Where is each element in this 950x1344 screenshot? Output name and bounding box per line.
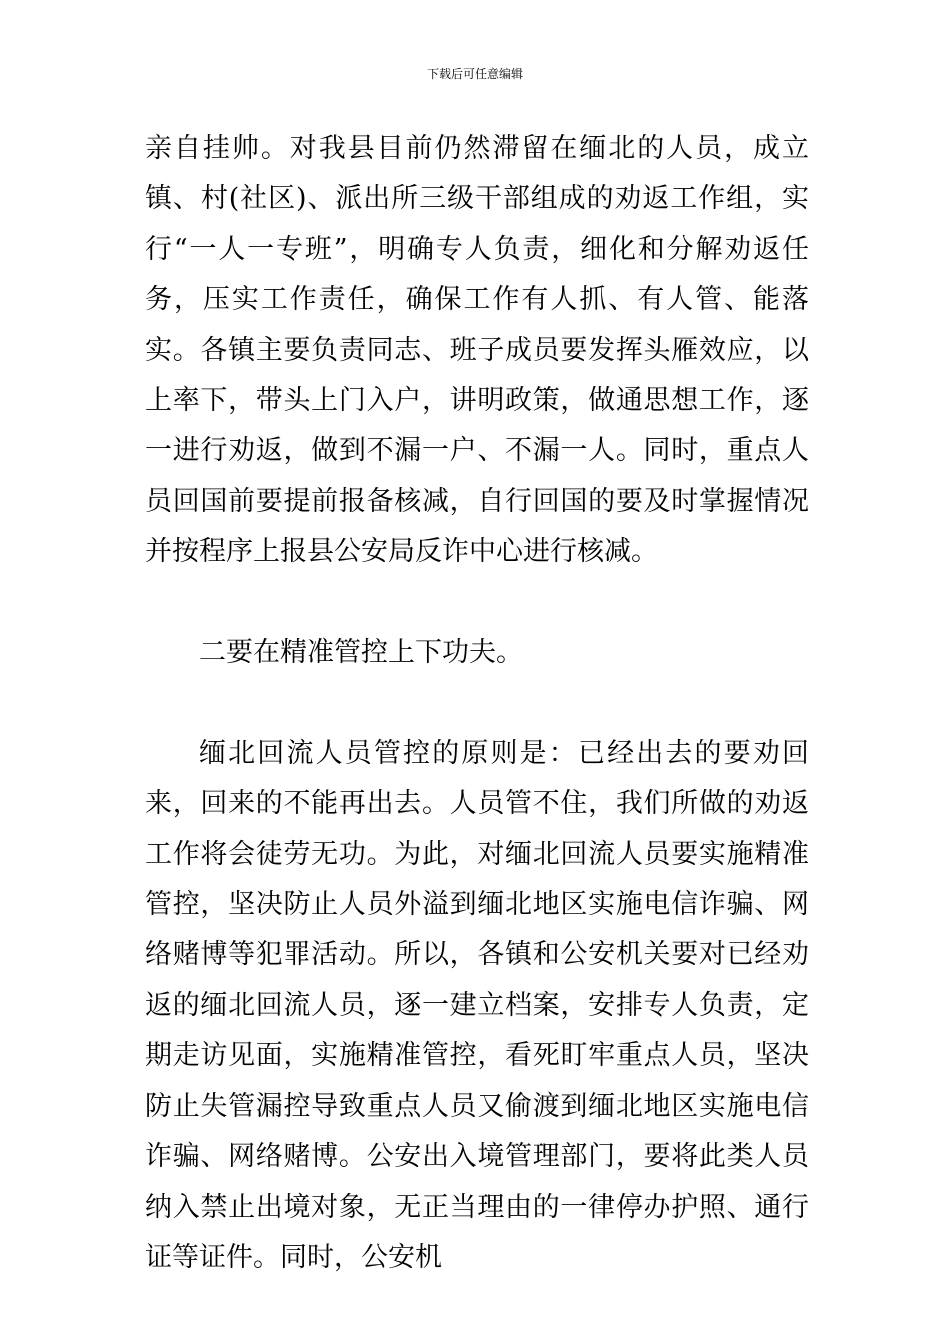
paragraph-body: 缅北回流人员管控的原则是：已经出去的要劝回来，回来的不能再出去。人员管不住，我们所做的劝返工作将会徒劳无功。为此，对缅北回流人员要实施精准管控，坚决防止人员外溢到缅北地区实施电信诈骗、网络赌博等犯罪活动。所以，各镇和公安机关要对已经劝返的缅北回流人员，逐一建立档案，安排专人负责，定期走访见面，实施精准管控，看死盯牢重点人员，坚决防止失管漏控导致重点人员又偷渡到缅北地区实施电信诈骗、网络赌博。公安出入境管理部门，要将此类人员纳入禁止出境对象，无正当理由的一律停办护照、通行证等证件。同时，公安机 [145,737,809,1273]
paragraph-spacer [145,678,809,728]
paragraph-continuation: 亲自挂帅。对我县目前仍然滞留在缅北的人员，成立镇、村(社区)、派出所三级干部组成的劝返工作组，实行“一人一专班”，明确专人负责，细化和分解劝返任务，压实工作责任，确保工作有人抓、有人管、能落实。各镇主要负责同志、班子成员要发挥头雁效应，以上率下，带头上门入户，讲明政策，做通思想工作，逐一进行劝返，做到不漏一户、不漏一人。同时，重点人员回国前要提前报备核减，自行回国的要及时掌握情况并按程序上报县公安局反诈中心进行核减。 [145,133,809,568]
paragraph-spacer [145,578,809,628]
page-header: 下载后可任意编辑 [426,67,523,81]
section-heading: 二要在精准管控上下功夫。 [199,637,523,669]
document-body [145,124,809,1283]
